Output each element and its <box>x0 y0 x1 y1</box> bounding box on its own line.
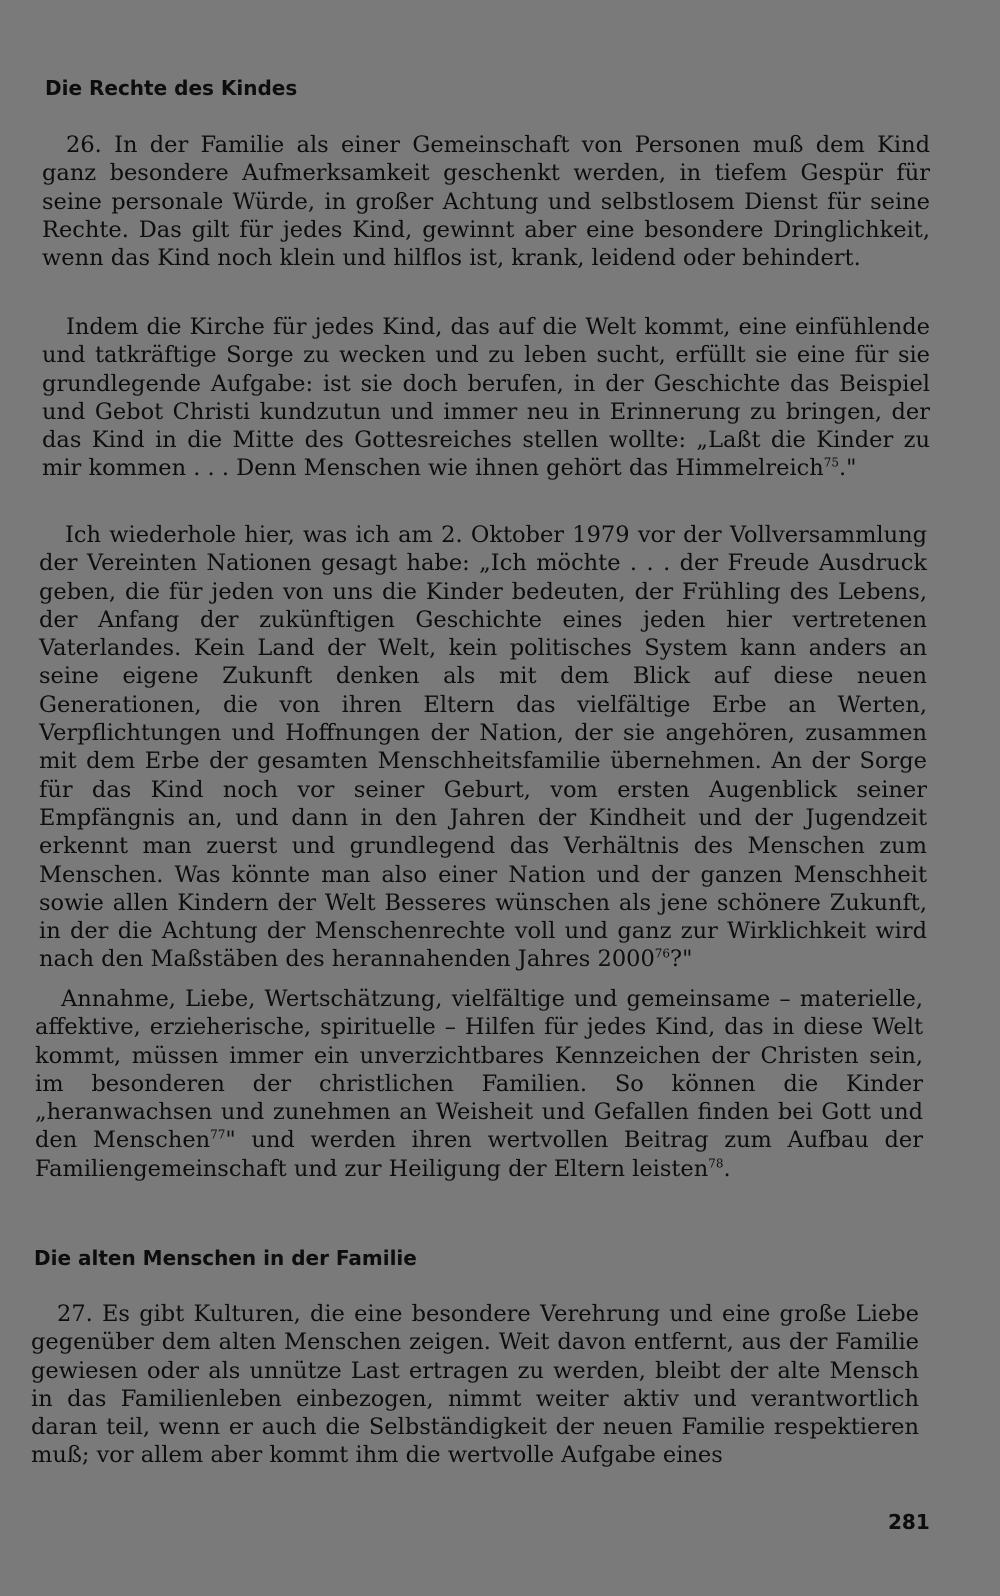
paragraph-text: Annahme, Liebe, Wertschätzung, vielfältige und gemeinsame – materielle, affektive, erzieherische, spirituelle – Hilfen für jedes Kind, das in diese Welt kommt, müssen immer ein unverzichtbares Kennzeichen der Christen sein, im besonderen der christlichen Familien. So können die Kinder „heranwachsen und zunehmen an Weisheit und Gefallen finden bei Gott und den Menschen <box>35 986 923 1154</box>
paragraph-27 <box>31 1300 919 1470</box>
section-heading-elderly: Die alten Menschen in der Familie <box>34 1246 417 1270</box>
paragraph-text-end: ." <box>839 455 857 482</box>
paragraph-text: Ich wiederhole hier, was ich am 2. Oktober 1979 vor der Vollversammlung der Vereinten Nationen gesagt habe: „Ich möchte . . . der Freude Ausdruck geben, die für jeden von uns die Kinder bedeuten, der Frühling des Lebens, der Anfang der zukünftigen Geschichte eines jeden hier vertretenen Vaterlandes. Kein Land der Welt, kein politisches System kann anders an seine eigene Zukunft denken als mit dem Blick auf diese neuen Generationen, die von ihren Eltern das vielfältige Erbe an Werten, Verpflichtungen und Hoffnungen der Nation, der sie angehören, zusammen mit dem Erbe der gesamten Menschheitsfamilie übernehmen. An der Sorge für das Kind noch vor seiner Geburt, vom ersten Augenblick seiner Empfängnis an, und dann in den Jahren der Kindheit und der Jugendzeit erkennt man zuerst und grundlegend das Verhältnis des Menschen zum Menschen. Was könnte man also einer Nation und der ganzen Menschheit sowie allen Kindern der Welt Besseres wünschen als jene schönere Zukunft, in der die Achtung der Menschenrechte voll und ganz zur Wirklichkeit wird nach den Maßstäben des herannahenden Jahres 2000 <box>39 522 927 973</box>
paragraph-text: 27. Es gibt Kulturen, die eine besondere Verehrung und eine große Liebe gegenüber dem alten Menschen zeigen. Weit davon entfernt, aus der Familie gewiesen oder als unnütze Last ertragen zu werden, bleibt der alte Mensch in das Familienleben einbezogen, nimmt weiter aktiv und verantwortlich daran teil, wenn er auch die Selbständigkeit der neuen Familie respektieren muß; vor allem aber kommt ihm die wertvolle Aufgabe eines <box>31 1301 919 1469</box>
paragraph-text-end: . <box>723 1155 731 1182</box>
paragraph-un-speech <box>39 521 927 974</box>
footnote-ref: 75 <box>823 455 840 470</box>
paragraph-text-middle: " und werden ihren wertvollen Beitrag zum Aufbau der Familiengemeinschaft und zur Heiligung der Eltern leisten <box>35 1127 923 1182</box>
page-number: 281 <box>888 1510 930 1534</box>
section-heading-children-rights: Die Rechte des Kindes <box>45 76 298 100</box>
footnote-ref: 77 <box>210 1127 226 1142</box>
paragraph-26 <box>42 131 930 272</box>
footnote-ref: 78 <box>708 1156 724 1171</box>
paragraph-church-care <box>42 313 930 483</box>
footnote-ref: 76 <box>654 946 671 961</box>
paragraph-text: 26. In der Familie als einer Gemeinschaft von Personen muß dem Kind ganz besondere Aufmerksamkeit geschenkt werden, in tiefem Gespür für seine personale Würde, in großer Achtung und selbstlosem Dienst für seine Rechte. Das gilt für jedes Kind, gewinnt aber eine besondere Dringlichkeit, wenn das Kind noch klein und hilflos ist, krank, leidend oder behindert. <box>42 132 930 272</box>
paragraph-text: Indem die Kirche für jedes Kind, das auf die Welt kommt, eine einfühlende und tatkräftige Sorge zu wecken und zu leben sucht, erfüllt sie eine für sie grundlegende Aufgabe: ist sie doch berufen, in der Geschichte das Beispiel und Gebot Christi kundzutun und immer neu in Erinnerung zu bringen, der das Kind in die Mitte des Gottesreiches stellen wollte: „Laßt die Kinder zu mir kommen . . . Denn Menschen wie ihnen gehört das Himmelreich <box>42 314 930 482</box>
paragraph-acceptance <box>35 985 923 1183</box>
paragraph-text-end: ?" <box>670 946 693 973</box>
